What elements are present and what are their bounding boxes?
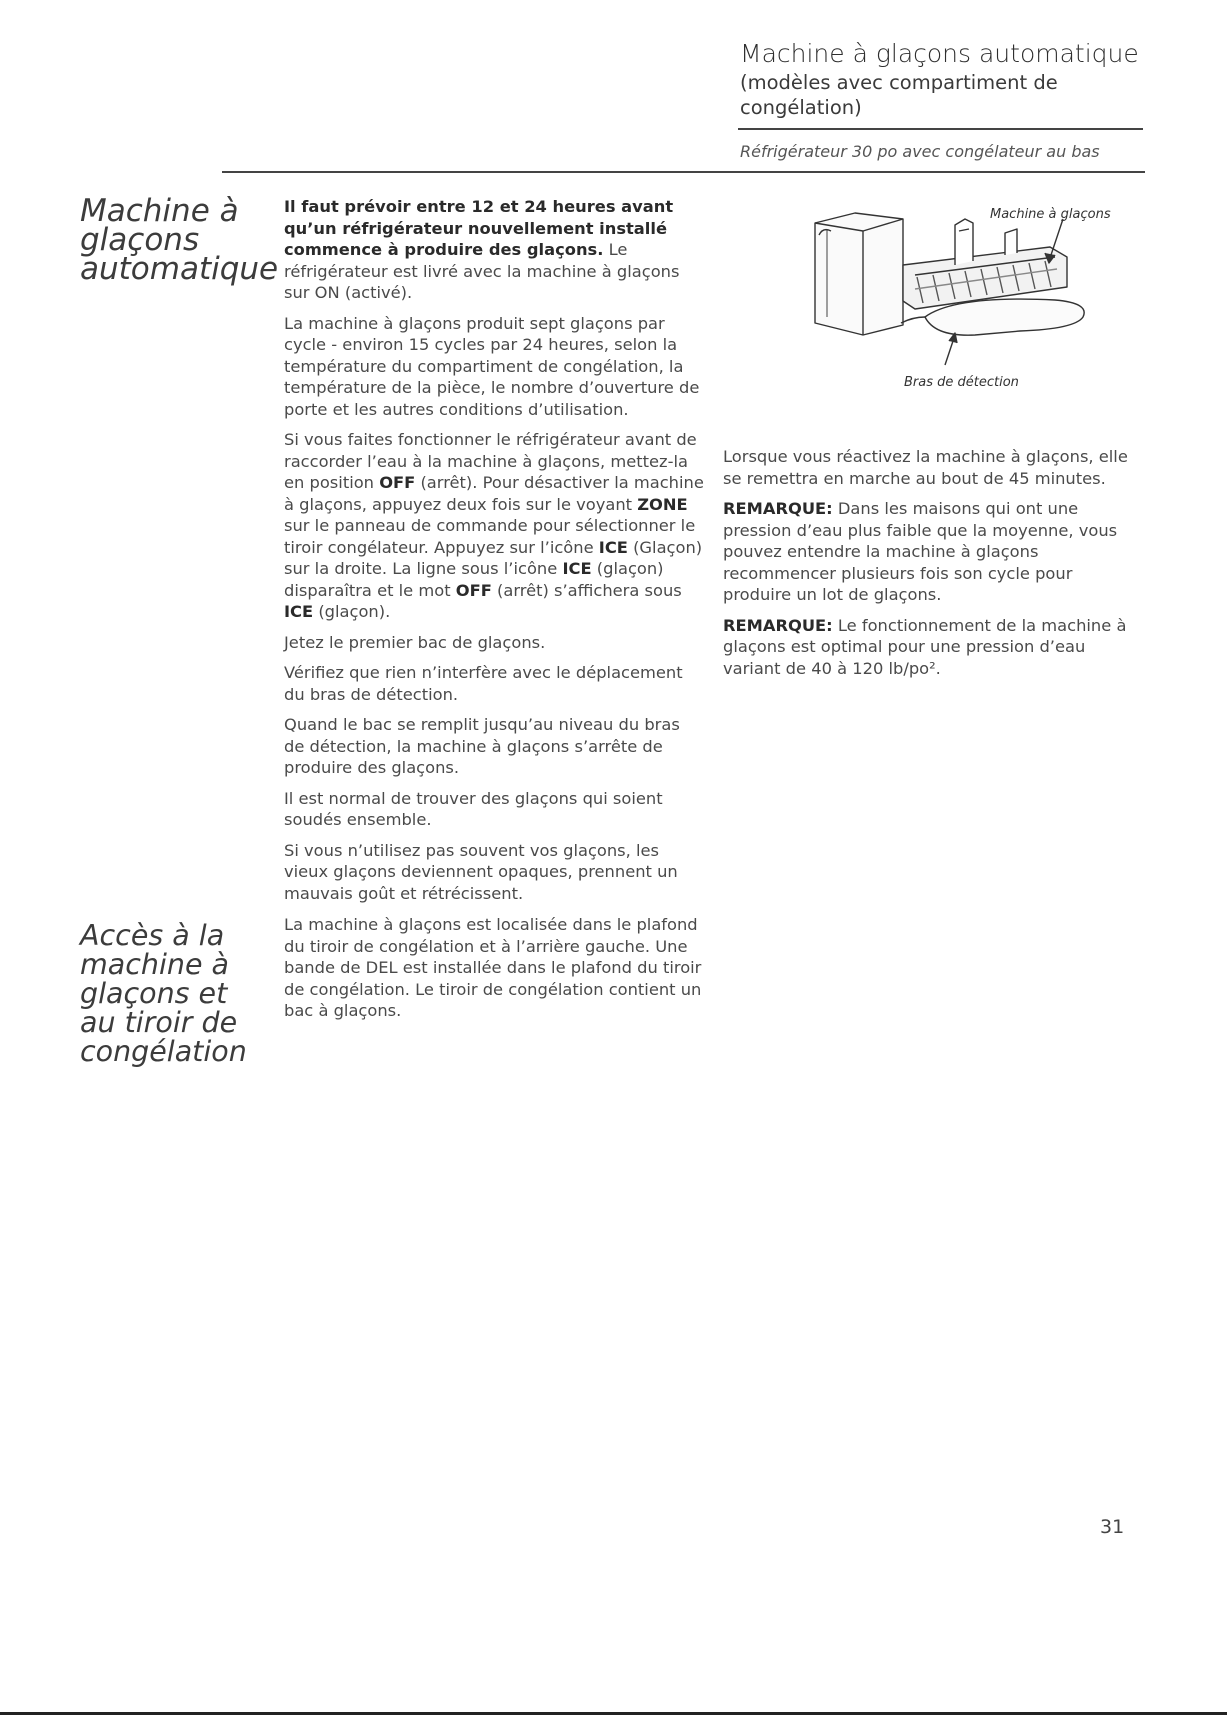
ice-maker-illustration	[805, 205, 1125, 395]
access-text-column	[284, 914, 704, 1031]
paragraph: La machine à glaçons produit sept glaçons par cycle - environ 15 cycles par 24 heures, selon la température du compartiment de congélation, la température de la pièce, le nombre d’ouverture de porte et les autres conditions d’utilisation.	[284, 313, 700, 419]
section-title-access: Accès à la machine à glaçons et au tiroir de congélation	[80, 919, 247, 1068]
bottom-border	[0, 1712, 1227, 1715]
paragraph: Vérifiez que rien n’interfère avec le déplacement du bras de détection.	[284, 663, 683, 704]
figure-label-detection-arm: Bras de détection	[904, 375, 1019, 390]
paragraph-text: (glaçon) disparaîtra et le mot	[284, 559, 664, 600]
note	[723, 498, 1143, 606]
paragraph: Si vous n’utilisez pas souvent vos glaçons, les vieux glaçons deviennent opaques, prennent un mauvais goût et rétrécissent.	[284, 840, 678, 903]
paragraph	[284, 429, 704, 623]
section-divider	[222, 171, 1145, 173]
model-caption: Réfrigérateur 30 po avec congélateur au bas	[740, 142, 1100, 161]
paragraph-text: Le réfrigérateur est livré avec la machine à glaçons sur ON (activé).	[284, 240, 680, 302]
paragraph: Lorsque vous réactivez la machine à glaçons, elle se remettra en marche au bout de 45 minutes.	[723, 447, 1128, 488]
page-title: Machine à glaçons automatique	[740, 39, 1139, 68]
keyword-off: OFF	[455, 580, 492, 600]
note-text: Dans les maisons qui ont une pression d’eau plus faible que la moyenne, vous pouvez entendre la machine à glaçons recommencer plusieurs fois son cycle pour produire un lot de glaçons.	[723, 499, 1118, 604]
keyword-ice: ICE	[598, 537, 628, 557]
paragraph: Il est normal de trouver des glaçons qui soient soudés ensemble.	[284, 788, 663, 829]
notes-text-column	[723, 446, 1143, 688]
paragraph: La machine à glaçons est localisée dans le plafond du tiroir de congélation et à l’arrière gauche. Une bande de DEL est installée dans le plafond du tiroir de congélation. Le tiroir de congélation contient un bac à glaçons.	[284, 915, 702, 1020]
paragraph-text: (Glaçon) sur la droite. La ligne sous l’icône	[284, 537, 703, 578]
note-text: Le fonctionnement de la machine à glaçons est optimal pour une pression d’eau variant de 40 à 120 lb/po².	[723, 615, 1127, 678]
ice-maker-text-column	[284, 196, 704, 913]
keyword-ice: ICE	[284, 602, 314, 621]
header-divider	[738, 128, 1143, 130]
paragraph-text: (arrêt). Pour désactiver la machine à glaçons, appuyez deux fois sur le voyant	[284, 473, 704, 514]
paragraph: Jetez le premier bac de glaçons.	[284, 632, 546, 652]
paragraph-text: (glaçon).	[313, 602, 391, 621]
section-title-ice-maker: Machine à glaçons automatique	[80, 193, 279, 287]
keyword-off: OFF	[379, 473, 416, 492]
paragraph	[284, 196, 704, 304]
keyword-ice: ICE	[562, 559, 592, 578]
paragraph-text: (arrêt) s’affichera sous	[491, 580, 682, 600]
figure-label-ice-maker: Machine à glaçons	[990, 207, 1111, 222]
page-subtitle: (modèles avec compartiment de congélation)	[740, 71, 1058, 119]
paragraph-text: Si vous faites fonctionner le réfrigérateur avant de raccorder l’eau à la machine à glaçons, mettez-la en position	[284, 430, 697, 492]
note-label: REMARQUE:	[723, 499, 833, 518]
paragraph: Quand le bac se remplit jusqu’au niveau du bras de détection, la machine à glaçons s’arrête de produire des glaçons.	[284, 715, 680, 777]
note-label: REMARQUE:	[723, 615, 833, 635]
lead-sentence: Il faut prévoir entre 12 et 24 heures avant qu’un réfrigérateur nouvellement installé commence à produire des glaçons.	[284, 197, 674, 259]
keyword-zone: ZONE	[637, 494, 688, 514]
page-number: 31	[1100, 1516, 1125, 1538]
paragraph-text: sur le panneau de commande pour sélectionner le tiroir congélateur. Appuyez sur l’icône	[284, 516, 696, 557]
note	[723, 615, 1143, 680]
